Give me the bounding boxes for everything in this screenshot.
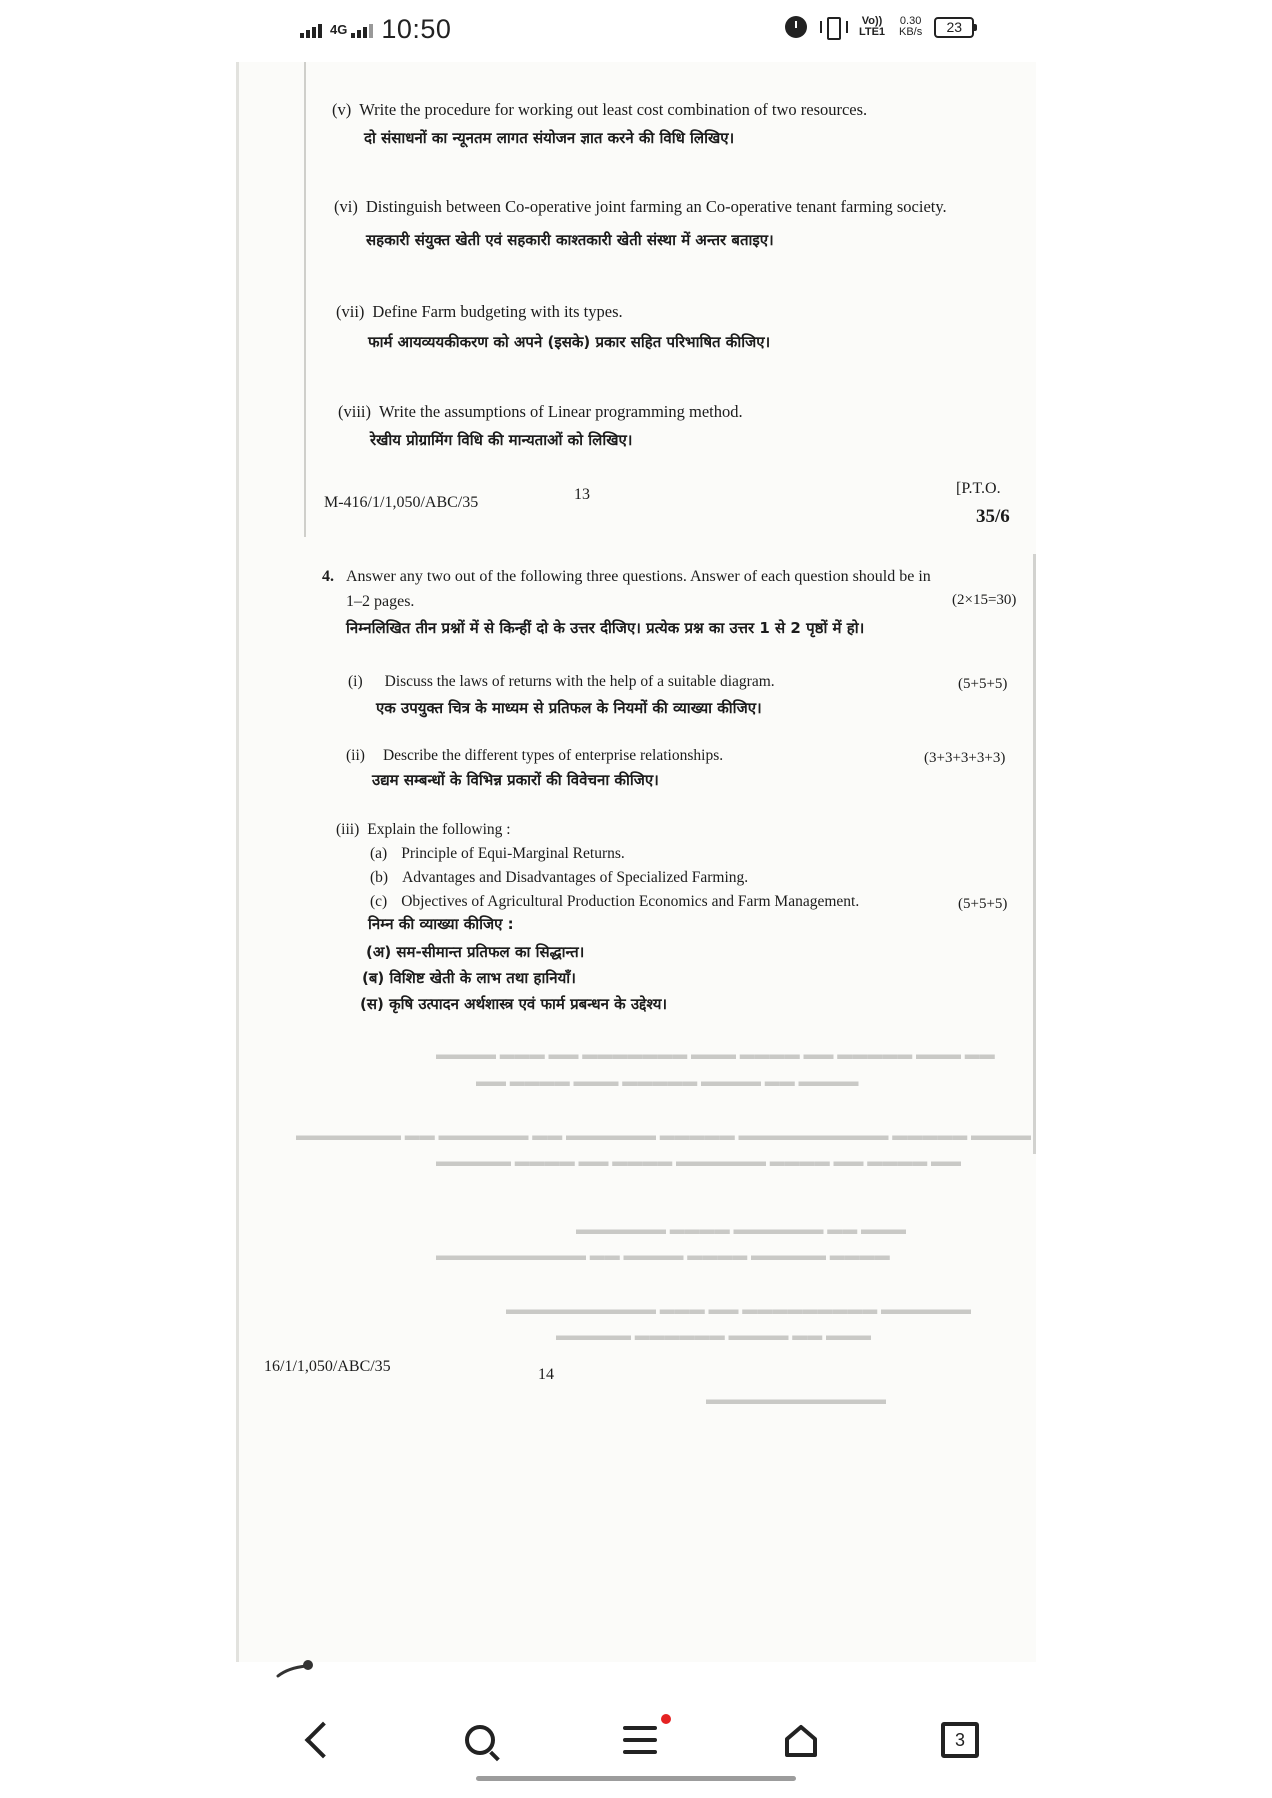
network-type-label: 4G [330, 22, 348, 37]
home-icon [783, 1723, 817, 1757]
back-arrow-icon [305, 1722, 342, 1759]
question-4-ii: (ii) Describe the different types of enterprise relationships. [346, 747, 724, 764]
page-edge [236, 62, 239, 1662]
status-left [300, 14, 451, 45]
question-4-i-hindi: एक उपयुक्त चित्र के माध्यम से प्रतिफल के नियमों की व्याख्या कीजिए। [376, 699, 762, 717]
question-vi: (vi) Distinguish between Co-operative joint farming an Co-operative tenant farming society. [334, 197, 947, 216]
status-bar [0, 0, 1272, 62]
signal-strength-2-icon [351, 22, 373, 38]
question-4-iii-a: (a) Principle of Equi-Marginal Returns. [370, 845, 625, 862]
menu-button[interactable] [614, 1714, 666, 1766]
status-right [785, 16, 974, 38]
menu-icon [623, 1726, 657, 1754]
question-vii-hindi: फार्म आयव्ययकीकरण को अपने (इसके) प्रकार सहित परिभाषित कीजिए। [368, 333, 771, 351]
question-viii: (viii) Write the assumptions of Linear programming method. [338, 402, 743, 421]
question-4-iii-hindi: निम्न की व्याख्या कीजिए : [368, 915, 514, 933]
sheet-number: 35/6 [976, 506, 1010, 527]
pto-label: [P.T.O. [956, 480, 1001, 497]
network-speed-unit: KB/s [899, 26, 923, 38]
search-button[interactable] [454, 1714, 506, 1766]
question-v: (v) Write the procedure for working out least cost combination of two resources. [332, 100, 868, 119]
document-viewer[interactable]: (v) Write the procedure for working out least cost combination of two resources. दो संसाधनों का न्यूनतम लागत संयोजन ज्ञात करने की विधि लिखिए। (vi) Distinguish between Co-operative joint farming an Co-operative tenant farming society. सहकारी संयुक्त खेती एवं सहकारी काश्तकारी खेती संस्था में अन्तर बताइए। (vii) Define Farm budgeting with its types. फार्म आयव्ययकीकरण को अपने (इसके) प्रकार सहित परिभाषित कीजिए। (viii) Write the assumptions of Linear programming method. रेखीय प्रोग्रामिंग विधि की मान्यताओं को लिखिए। M-416/1/1,050/ABC/35 13 [P.T.O. 35/6 4. Answer any two out of the following three questions. Answer of each question should be in 1–2 pages. (2×15=30) निम्नलिखित तीन प्रश्नों में से किन्हीं दो के उत्तर दीजिए। प्रत्येक प्रश्न का उत्तर 1 से 2 पृष्ठों में हो। (i) Discuss the laws of returns with the help of a suitable diagram. (5+5+5) एक उपयुक्त चित्र के माध्यम से प्रतिफल के नियमों की व्याख्या कीजिए। (ii) Describe the different types of enterprise relationships. (3+3+3+3+3) उद्यम सम्बन्धों के विभिन्न प्रकारों की विवेचना कीजिए। (iii) Explain the following : (a) Principle of Equi-Marginal Returns. (b) Advantages and Disadvantages of Specialized Farming. (c) Objectives of Agricultural Production Economics and Farm Management. (5+5+5) निम्न की व्याख्या कीजिए : (अ) सम-सीमान्त प्रतिफल का सिद्धान्त। (ब) विशिष्ट खेती के लाभ तथा हानियाँ। (स) कृषि उत्पादन अर्थशास्त्र एवं फार्म प्रबन्धन के उद्देश्य। ▬▬ ▬▬▬ ▬▬▬▬▬ ▬▬ ▬▬▬▬ ▬▬▬ ▬▬▬▬▬▬▬ ▬▬ ▬▬▬ ▬▬▬▬ ▬▬▬▬ ▬▬ ▬▬▬▬ ▬▬▬▬▬ ▬▬▬ ▬▬▬▬ ▬▬ ▬▬▬▬ ▬▬▬▬▬ ▬▬▬▬▬▬▬▬▬▬ ▬▬▬▬▬ ▬▬▬▬▬▬ ▬▬ ▬▬▬▬▬▬ ▬▬ ▬▬▬▬▬▬▬ ▬▬ ▬▬▬▬ ▬▬ ▬▬▬▬ ▬▬▬▬▬▬ ▬▬▬▬ ▬▬ ▬▬▬▬ ▬▬▬▬▬ ▬▬▬ ▬▬ ▬▬▬▬▬▬ ▬▬▬▬ ▬▬▬▬▬▬ ▬▬▬▬ ▬▬▬▬▬ ▬▬▬▬ ▬▬▬▬ ▬▬ ▬▬▬▬▬▬▬▬▬▬ ▬▬▬▬▬▬ ▬▬▬▬▬▬▬▬▬ ▬▬ ▬▬▬ ▬▬▬▬▬▬▬▬▬▬ ▬▬▬ ▬▬ ▬▬▬▬ ▬▬▬▬▬▬ ▬▬▬▬▬ ▬▬▬▬▬▬▬▬▬▬▬▬ 16/1/1,050/ABC/35 14 [236, 62, 1036, 1662]
page-13-number: 13 [574, 486, 590, 503]
page-14-edge [1033, 554, 1036, 1154]
clock: 10:50 [381, 14, 452, 44]
tabs-count-icon: 3 [941, 1722, 979, 1758]
search-icon [465, 1725, 495, 1755]
question-4-instruction: Answer any two out of the following three questions. Answer of each question should be in [346, 568, 931, 585]
question-4-ii-marks: (3+3+3+3+3) [924, 750, 1006, 766]
home-button[interactable] [774, 1714, 826, 1766]
pen-tool-icon[interactable] [276, 1658, 316, 1678]
question-vi-hindi: सहकारी संयुक्त खेती एवं सहकारी काश्तकारी खेती संस्था में अन्तर बताइए। [366, 231, 774, 249]
page-14-footer-code: 16/1/1,050/ABC/35 [264, 1358, 391, 1375]
network-speed-value: 0.30 [899, 15, 922, 27]
question-4-i-marks: (5+5+5) [958, 676, 1008, 692]
alarm-icon [785, 16, 807, 38]
question-4-marks: (2×15=30) [952, 592, 1017, 608]
page-13-footer-code: M-416/1/1,050/ABC/35 [324, 494, 479, 511]
question-4-iii-hindi-b: (ब) विशिष्ट खेती के लाभ तथा हानियाँ। [362, 969, 576, 987]
tabs-button[interactable] [934, 1714, 986, 1766]
question-4-number: 4. [322, 568, 334, 585]
question-4-ii-hindi: उद्यम सम्बन्धों के विभिन्न प्रकारों की विवेचना कीजिए। [372, 771, 659, 789]
question-v-hindi: दो संसाधनों का न्यूनतम लागत संयोजन ज्ञात करने की विधि लिखिए। [364, 129, 735, 147]
battery-icon: 23 [934, 17, 974, 38]
question-4-i: (i) Discuss the laws of returns with the help of a suitable diagram. [348, 673, 775, 690]
question-4-iii-hindi-c: (स) कृषि उत्पादन अर्थशास्त्र एवं फार्म प्रबन्धन के उद्देश्य। [360, 995, 668, 1013]
question-4-iii-c: (c) Objectives of Agricultural Production Economics and Farm Management. [370, 893, 860, 910]
question-vii: (vii) Define Farm budgeting with its types. [336, 302, 623, 321]
question-4-instruction-line-2: 1–2 pages. [346, 593, 415, 610]
signal-strength-icon [300, 22, 322, 38]
volte-indicator: Vo)) LTE1 [858, 15, 886, 38]
question-4-hindi: निम्नलिखित तीन प्रश्नों में से किन्हीं दो के उत्तर दीजिए। प्रत्येक प्रश्न का उत्तर 1 से 2 पृष्ठों में हो। [346, 619, 865, 637]
question-viii-hindi: रेखीय प्रोग्रामिंग विधि की मान्यताओं को लिखिए। [370, 431, 633, 449]
vibrate-icon [819, 16, 845, 38]
notification-dot [661, 1714, 671, 1724]
home-indicator[interactable] [476, 1776, 796, 1781]
page-13-binding-edge [304, 62, 306, 537]
question-4-iii-marks: (5+5+5) [958, 896, 1008, 912]
back-button[interactable] [292, 1714, 344, 1766]
question-4-iii-b: (b) Advantages and Disadvantages of Specialized Farming. [370, 869, 749, 886]
question-4-iii: (iii) Explain the following : [336, 821, 511, 838]
network-speed [899, 16, 922, 38]
page-14-number: 14 [538, 1366, 554, 1383]
question-4-iii-hindi-a: (अ) सम-सीमान्त प्रतिफल का सिद्धान्त। [366, 943, 585, 961]
